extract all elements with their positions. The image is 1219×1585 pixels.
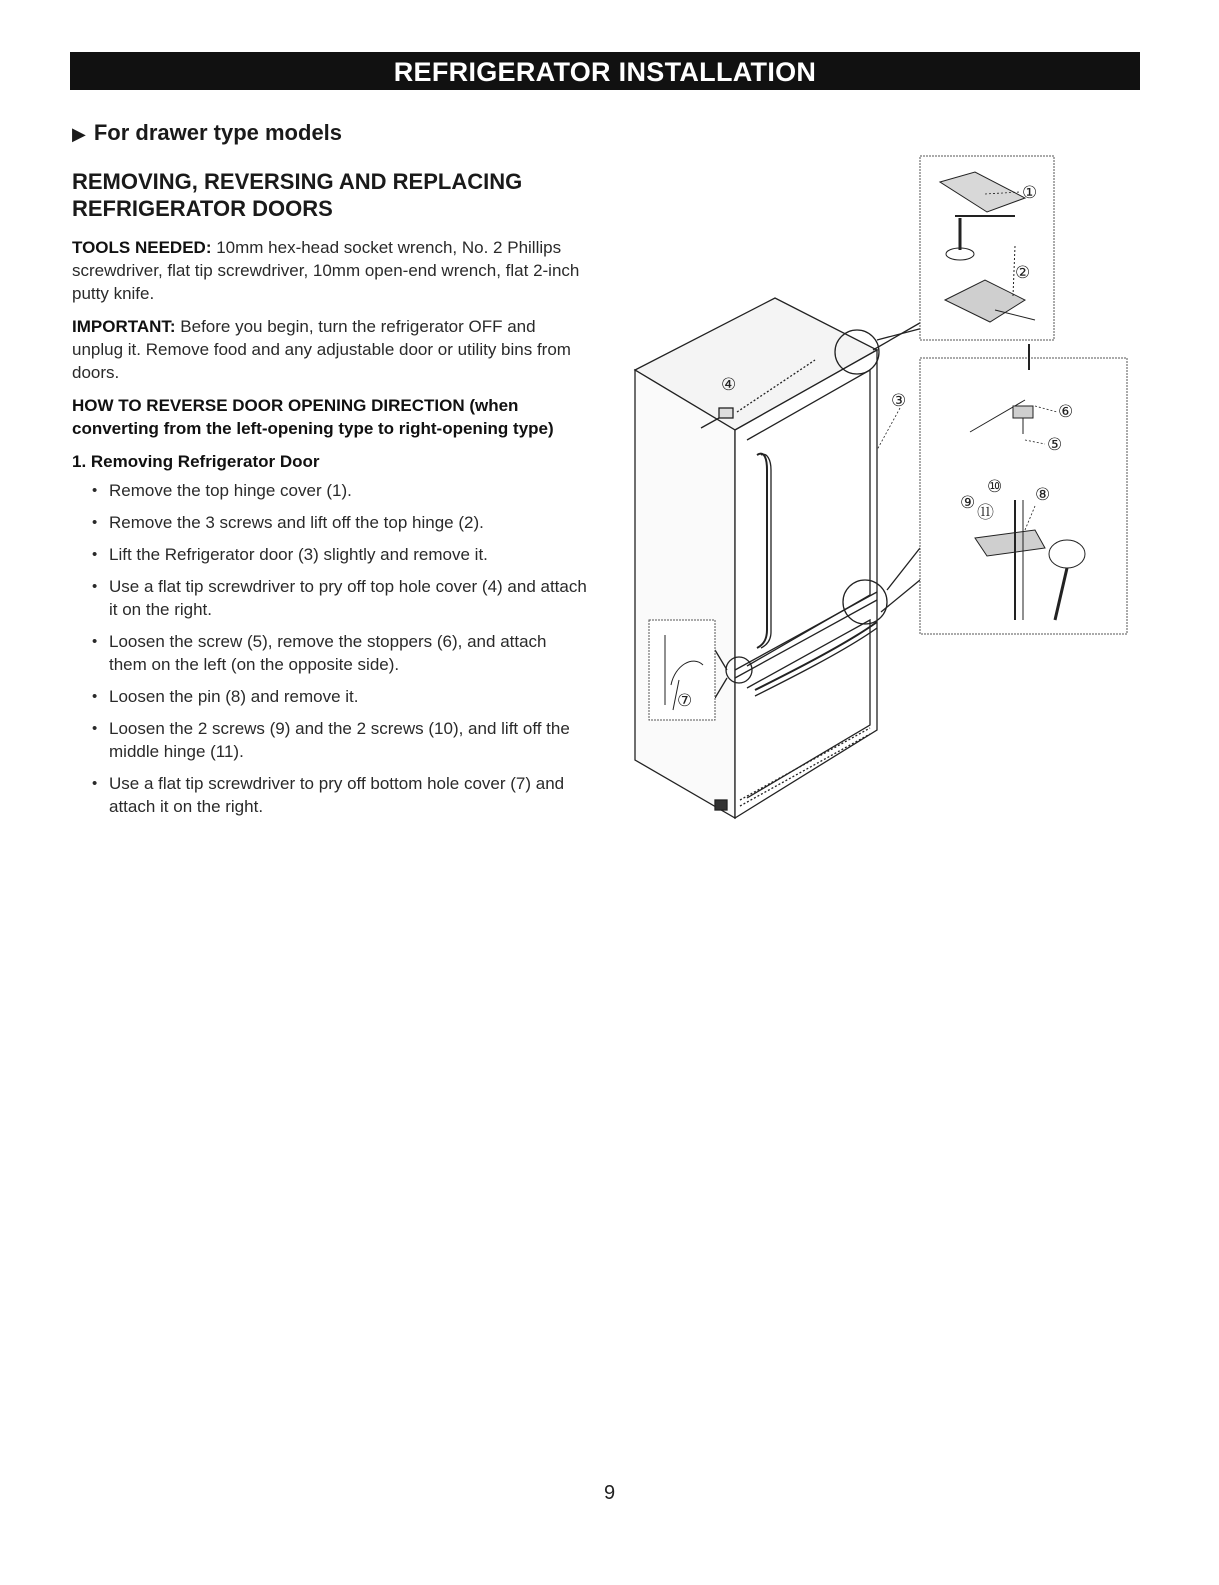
bullet-text: Remove the 3 screws and lift off the top hinge (2). <box>109 513 484 532</box>
bullet-dot-icon: • <box>92 633 98 650</box>
reverse-heading: HOW TO REVERSE DOOR OPENING DIRECTION (when converting from the left-opening type to right-opening type) <box>72 396 554 438</box>
refrigerator-door-diagram <box>615 150 1135 830</box>
callout-5: ⑤ <box>1047 435 1063 455</box>
callout-2: ② <box>1015 263 1031 283</box>
main-heading <box>72 168 587 222</box>
tools-text: 10mm hex-head socket wrench, No. 2 Phillips screwdriver, flat tip screwdriver, 10mm open-end wrench, flat 2-inch putty knife. <box>72 238 580 303</box>
right-triangle-icon: ▶ <box>72 124 86 144</box>
page-banner: REFRIGERATOR INSTALLATION <box>70 52 1140 90</box>
bullet-dot-icon: • <box>92 775 98 792</box>
tools-paragraph <box>72 236 587 305</box>
section-subtitle <box>72 120 342 146</box>
bullet-item <box>90 511 587 534</box>
bullet-item <box>90 772 587 818</box>
bullet-text: Use a flat tip screwdriver to pry off bottom hole cover (7) and attach it on the right. <box>109 774 565 816</box>
callout-10: ⑩ <box>987 477 1003 497</box>
bullet-text: Use a flat tip screwdriver to pry off top hole cover (4) and attach it on the right. <box>109 577 587 619</box>
bullet-dot-icon: • <box>92 720 98 737</box>
page-number: 9 <box>603 1482 616 1504</box>
callout-6: ⑥ <box>1058 402 1074 422</box>
callout-1: ① <box>1022 183 1038 203</box>
bullet-text: Loosen the screw (5), remove the stoppers (6), and attach them on the left (on the opposite side). <box>109 632 547 674</box>
bullet-dot-icon: • <box>92 514 98 531</box>
important-label: IMPORTANT: <box>72 317 176 336</box>
callout-9: ⑨ <box>960 493 976 513</box>
bullet-dot-icon: • <box>92 546 98 563</box>
callout-11: ⑪ <box>977 503 994 523</box>
bullet-item <box>90 630 587 676</box>
callout-8: ⑧ <box>1035 485 1051 505</box>
bullet-item <box>90 543 587 566</box>
important-text: Before you begin, turn the refrigerator OFF and unplug it. Remove food and any adjustable door or utility bins from doors. <box>72 317 571 382</box>
heading-line-2: REFRIGERATOR DOORS <box>72 196 333 221</box>
middle-hinge-inset <box>920 344 1127 634</box>
bullet-text: Remove the top hinge cover (1). <box>109 481 352 500</box>
bullet-dot-icon: • <box>92 482 98 499</box>
subtitle-text: For drawer type models <box>93 120 343 145</box>
bullet-item <box>90 479 587 502</box>
important-paragraph <box>72 315 587 384</box>
bullet-dot-icon: • <box>92 578 98 595</box>
callout-3: ③ <box>891 391 907 411</box>
instructions-column <box>72 168 587 827</box>
bullet-dot-icon: • <box>92 688 98 705</box>
callout-7: ⑦ <box>677 691 693 711</box>
bullet-text: Loosen the pin (8) and remove it. <box>109 687 359 706</box>
bullet-text: Loosen the 2 screws (9) and the 2 screws (10), and lift off the middle hinge (11). <box>109 719 570 761</box>
heading-line-1: REMOVING, REVERSING AND REPLACING <box>72 169 523 194</box>
step-1-bullets <box>72 479 587 818</box>
bullet-item <box>90 685 587 708</box>
step-1-title: 1. Removing Refrigerator Door <box>72 452 320 471</box>
bullet-item <box>90 717 587 763</box>
bullet-item <box>90 575 587 621</box>
callout-4: ④ <box>721 375 737 395</box>
bullet-text: Lift the Refrigerator door (3) slightly and remove it. <box>109 545 488 564</box>
tools-label: TOOLS NEEDED: <box>72 238 212 257</box>
